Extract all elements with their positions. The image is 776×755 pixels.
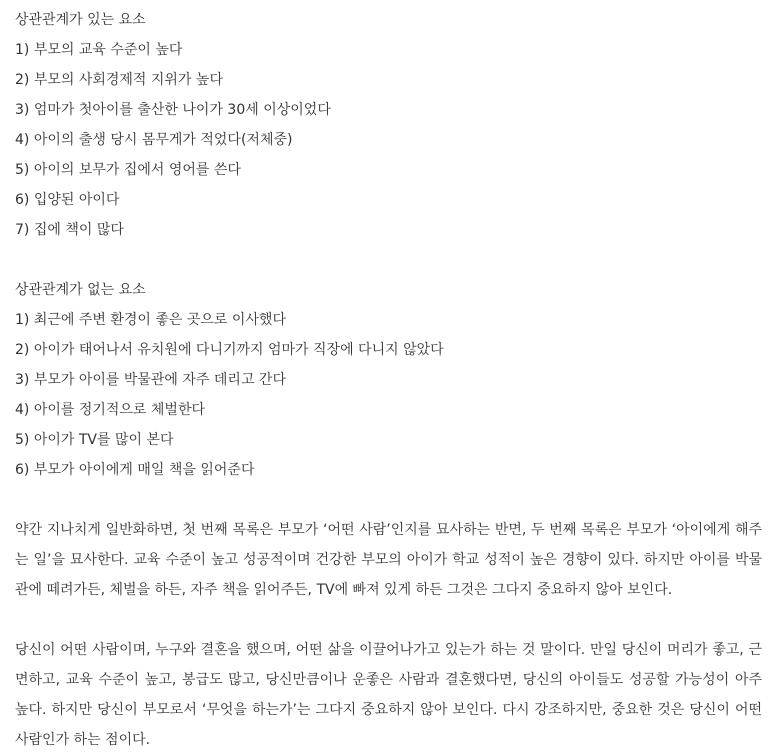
correlated-item: 3) 엄마가 첫아이를 출산한 나이가 30세 이상이었다 xyxy=(15,102,331,118)
uncorrelated-item: 6) 부모가 아이에게 매일 책을 읽어준다 xyxy=(15,462,255,478)
correlated-item: 5) 아이의 보무가 집에서 영어를 쓴다 xyxy=(15,162,241,178)
uncorrelated-item: 1) 최근에 주변 환경이 좋은 곳으로 이사했다 xyxy=(15,312,286,328)
uncorrelated-item: 3) 부모가 아이를 박물관에 자주 데리고 간다 xyxy=(15,372,286,388)
body-paragraph: 당신이 어떤 사람이며, 누구와 결혼을 했으며, 어떤 삶을 이끌어나가고 있는가 하는 것 말이다. 만일 당신이 머리가 좋고, 근면하고, 교육 수준이 높고, 봉급도 많고, 당신만큼이나 운좋은 사람과 결혼했다면, 당신의 아이들도 성공할 가능성이 아주 높다. 하지만 당신이 부모로서 ‘무엇을 하는가’는 그다지 중요하지 않아 보인다. 다시 강조하지만, 중요한 것은 당신이 어떤 사람인가 하는 점이다. xyxy=(15,642,762,748)
correlated-section xyxy=(15,5,762,245)
paragraph-spacer xyxy=(15,605,762,635)
correlated-heading: 상관관계가 있는 요소 xyxy=(15,12,146,28)
correlated-item: 6) 입양된 아이다 xyxy=(15,192,120,208)
correlated-item: 7) 집에 책이 많다 xyxy=(15,222,124,238)
uncorrelated-heading: 상관관계가 없는 요소 xyxy=(15,282,146,298)
section-spacer xyxy=(15,245,762,275)
uncorrelated-item: 4) 아이를 정기적으로 체벌한다 xyxy=(15,402,206,418)
uncorrelated-item: 2) 아이가 태어나서 유치원에 다니기까지 엄마가 직장에 다니지 않았다 xyxy=(15,342,444,358)
correlated-item: 1) 부모의 교육 수준이 높다 xyxy=(15,42,183,58)
correlated-item: 4) 아이의 출생 당시 몸무게가 적었다(저체중) xyxy=(15,132,293,148)
correlated-item: 2) 부모의 사회경제적 지위가 높다 xyxy=(15,72,223,88)
body-paragraph: 약간 지나치게 일반화하면, 첫 번째 목록은 부모가 ‘어떤 사람’인지를 묘사하는 반면, 두 번째 목록은 부모가 ‘아이에게 해주는 일’을 묘사한다. 교육 수준이 높고 성공적이며 건강한 부모의 아이가 학교 성적이 높은 경향이 있다. 하지만 아이를 박물관에 떼려가든, 체벌을 하든, 자주 책을 읽어주든, TV에 빠져 있게 하든 그것은 그다지 중요하지 않아 보인다. xyxy=(15,522,762,598)
section-spacer xyxy=(15,485,762,515)
uncorrelated-section xyxy=(15,275,762,485)
uncorrelated-item: 5) 아이가 TV를 많이 본다 xyxy=(15,432,174,448)
